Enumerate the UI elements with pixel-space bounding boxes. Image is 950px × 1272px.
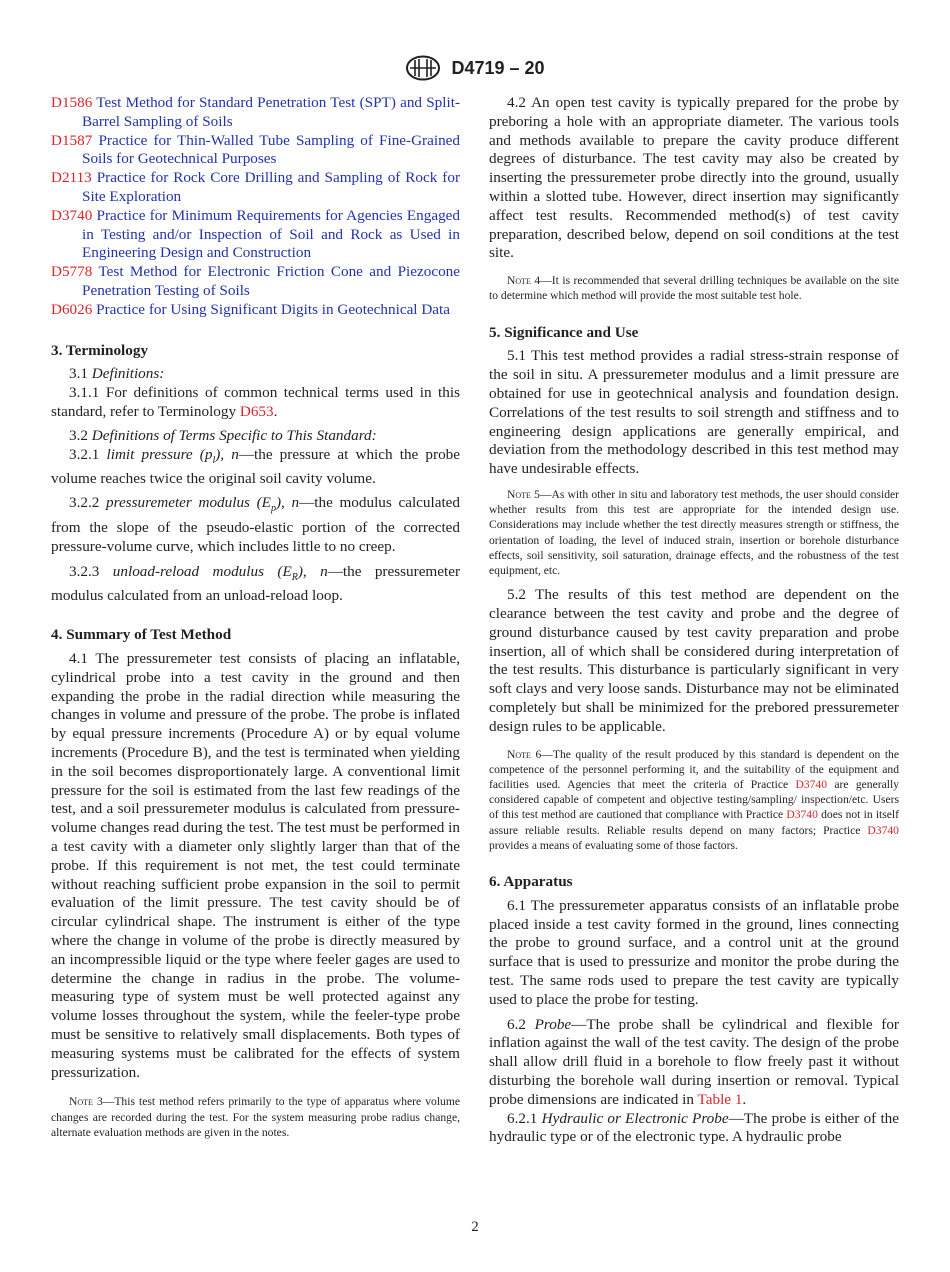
- para-3-2-2: 3.2.2 pressuremeter modulus $(E_p)$, n—the modulus calculated from the slope of the pseudo-elastic portion of the corrected pressure-volume curve, which includes little to no creep.: [51, 494, 461, 555]
- page-header: [0, 55, 950, 81]
- reference-title[interactable]: Practice for Rock Core Drilling and Sampling of Rock for Site Exploration: [82, 169, 460, 205]
- para-3-2-1: 3.2.1 limit pressure $(p_l)$, n—the pressure at which the probe volume reaches twice the original soil cavity volume.: [51, 445, 461, 488]
- reference-title[interactable]: Practice for Thin-Walled Tube Sampling of Fine-Grained Soils for Geotechnical Purposes: [82, 131, 460, 168]
- reference-code[interactable]: D1587: [51, 131, 93, 149]
- reference-item: [51, 169, 460, 207]
- para-3-1-1: 3.1.1 For definitions of common technical terms used in this standard, refer to Terminology D653.: [51, 384, 460, 420]
- page-number: 2: [471, 1219, 479, 1235]
- para-5-2: 5.2 The results of this test method are dependent on the clearance between the test cavity and probe and the degree of ground disturbance caused by test cavity preparation and probe insertion, all of which shall be considered during interpretation of the test results. This disturbance is particularly significant in very soft clays and very loose sands. Disturbance may not be eliminated completely but shall be minimized for the prebored pressuremeter design rules to be applicable.: [489, 586, 899, 735]
- reference-code[interactable]: D5778: [51, 263, 93, 281]
- reference-item: [51, 263, 460, 301]
- designation: D4719 – 20: [451, 57, 545, 78]
- reference-item: [51, 301, 460, 320]
- note-3: Note 3—This test method refers primarily to the type of apparatus where volume changes are recorded during the test. For the system measuring probe radius change, alternate evaluation methods are given in the notes.: [51, 1095, 460, 1139]
- reference-item: [51, 94, 460, 132]
- link-d653[interactable]: D653: [239, 402, 274, 420]
- reference-code[interactable]: D2113: [51, 169, 92, 187]
- link-d3740[interactable]: D3740: [786, 808, 818, 822]
- link-d3740[interactable]: D3740: [795, 777, 828, 791]
- right-column: [489, 94, 899, 1147]
- reference-title[interactable]: Test Method for Standard Penetration Test (SPT) and Split-Barrel Sampling of Soils: [82, 94, 460, 130]
- reference-code[interactable]: D6026: [51, 300, 93, 318]
- reference-title[interactable]: Practice for Using Significant Digits in Geotechnical Data: [96, 300, 450, 318]
- para-6-2: 6.2 Probe—The probe shall be cylindrical and flexible for inflation against the wall of the test cavity. The design of the probe shall allow drill fluid in a borehole to flow freely past it without disturbing the borehole wall during insertion or removal. Typical probe dimensions are indicated in Table 1.: [489, 1015, 899, 1108]
- reference-item: [51, 207, 460, 263]
- astm-logo-icon: [405, 55, 441, 81]
- reference-item: [51, 132, 460, 170]
- link-d3740[interactable]: D3740: [867, 823, 899, 837]
- para-4-2: 4.2 An open test cavity is typically prepared for the probe by preboring a hole with an appropriate diameter. The various tools and methods available to prepare the cavity produce different degrees of disturbance. The test cavity may also be created by inserting the pressuremeter probe directly into the ground, usually within a slotted tube. However, direct insertion may significantly affect test results. Recommended method(s) of test cavity preparation, described below, depend on soil conditions at the test site.: [489, 94, 899, 262]
- section-heading-summary: 4. Summary of Test Method: [51, 626, 232, 644]
- section-heading-terminology: 3. Terminology: [51, 341, 149, 359]
- reference-code[interactable]: D1586: [51, 94, 93, 111]
- reference-code[interactable]: D3740: [51, 206, 93, 224]
- para-3-2-3: 3.2.3 unload-reload modulus $(E_R)$, n—the pressuremeter modulus calculated from an unload-reload loop.: [51, 562, 461, 605]
- reference-list: [51, 94, 460, 320]
- para-5-1: 5.1 This test method provides a radial stress-strain response of the soil in situ. A pressuremeter modulus and a limit pressure are obtained for use in geotechnical analysis and foundation design. Correlations of the test results to soil strength and stiffness and to engineering design applications are generally empirical, and deviation from the methodology described in this test method may have undesirable effects.: [489, 347, 899, 478]
- para-3-1: 3.1 Definitions:: [69, 365, 165, 383]
- reference-title[interactable]: Practice for Minimum Requirements for Agencies Engaged in Testing and/or Inspection of Soil and Rock as Used in Engineering Design and Construction: [82, 206, 460, 262]
- para-4-1: 4.1 The pressuremeter test consists of placing an inflatable, cylindrical probe into a test cavity in the ground and then expanding the probe in the radial direction while measuring the changes in volume and pressure of the probe. The probe is inflated by equal pressure increments (Procedure A) or by equal volume increments (Procedure B), and the test is terminated when yielding in the soil becomes disproportionately large. A conventional limit pressure for the soil is estimated from the last few readings of the test, and a soil pressuremeter modulus is calculated from pressure-volume changes read during the test. The test must be performed in a test cavity with a diameter only slightly larger than that of the probe. If this requirement is not met, the test could terminate without reaching sufficient probe expansion in the soil to permit evaluation of the limit pressure. The test cavity should be of circular cylindrical shape. The instrument is either of the type where the change in volume of the probe is directly measured by an incompressible liquid or the type where feeler gages are used to determine the change in radius in the probe. The volume-measuring type of system must be well protected against any volume losses throughout the system, while the feeler-type probe must be sensitive to relatively small displacements. Both types of measuring systems must be calibrated for the effects of system pressurization.: [51, 650, 460, 1081]
- note-6: Note 6—The quality of the result produced by this standard is dependent on the competence of the personnel performing it, and the suitability of the equipment and facilities used. Agencies that meet the criteria of Practice D3740 are generally considered capable of competent and objective testing/sampling/ inspection/etc. Users of this test method are cautioned that compliance with Practice D3740 does not in itself assure reliable results. Reliable results depend on many factors; Practice D3740 provides a means of evaluating some of those factors.: [489, 747, 900, 852]
- note-4: Note 4—It is recommended that several drilling techniques be available on the site to determine which method will provide the most suitable test hole.: [489, 274, 900, 303]
- section-heading-significance: 5. Significance and Use: [489, 323, 639, 341]
- left-column: [51, 94, 460, 1154]
- para-6-2-1: 6.2.1 Hydraulic or Electronic Probe—The probe is either of the hydraulic type or of the electronic type. A hydraulic probe: [489, 1109, 899, 1146]
- section-heading-apparatus: 6. Apparatus: [489, 872, 573, 890]
- reference-title[interactable]: Test Method for Electronic Friction Cone and Piezocone Penetration Testing of Soils: [82, 263, 460, 299]
- note-5: Note 5—As with other in situ and laboratory test methods, the user should consider whether results from this test are appropriate for the intended design use. Considerations may include whether the test directly measures strength or stiffness, the orientation of loading, the level of induced strain, insertion or borehole disturbance effects, soil sensitivity, soil saturation, drainage effects, and the robustness of the test equipment, etc.: [489, 487, 900, 577]
- para-3-2: 3.2 Definitions of Terms Specific to This Standard:: [69, 426, 377, 444]
- link-table-1[interactable]: Table 1: [697, 1090, 743, 1108]
- para-6-1: 6.1 The pressuremeter apparatus consists of an inflatable probe placed inside a test cavity formed in the ground, lines connecting the probe to ground surface, and a control unit at the ground surface that is used to pressurize and monitor the probe during the test. The same rods used to prepare the test cavity are typically used to place the probe for testing.: [489, 896, 899, 1008]
